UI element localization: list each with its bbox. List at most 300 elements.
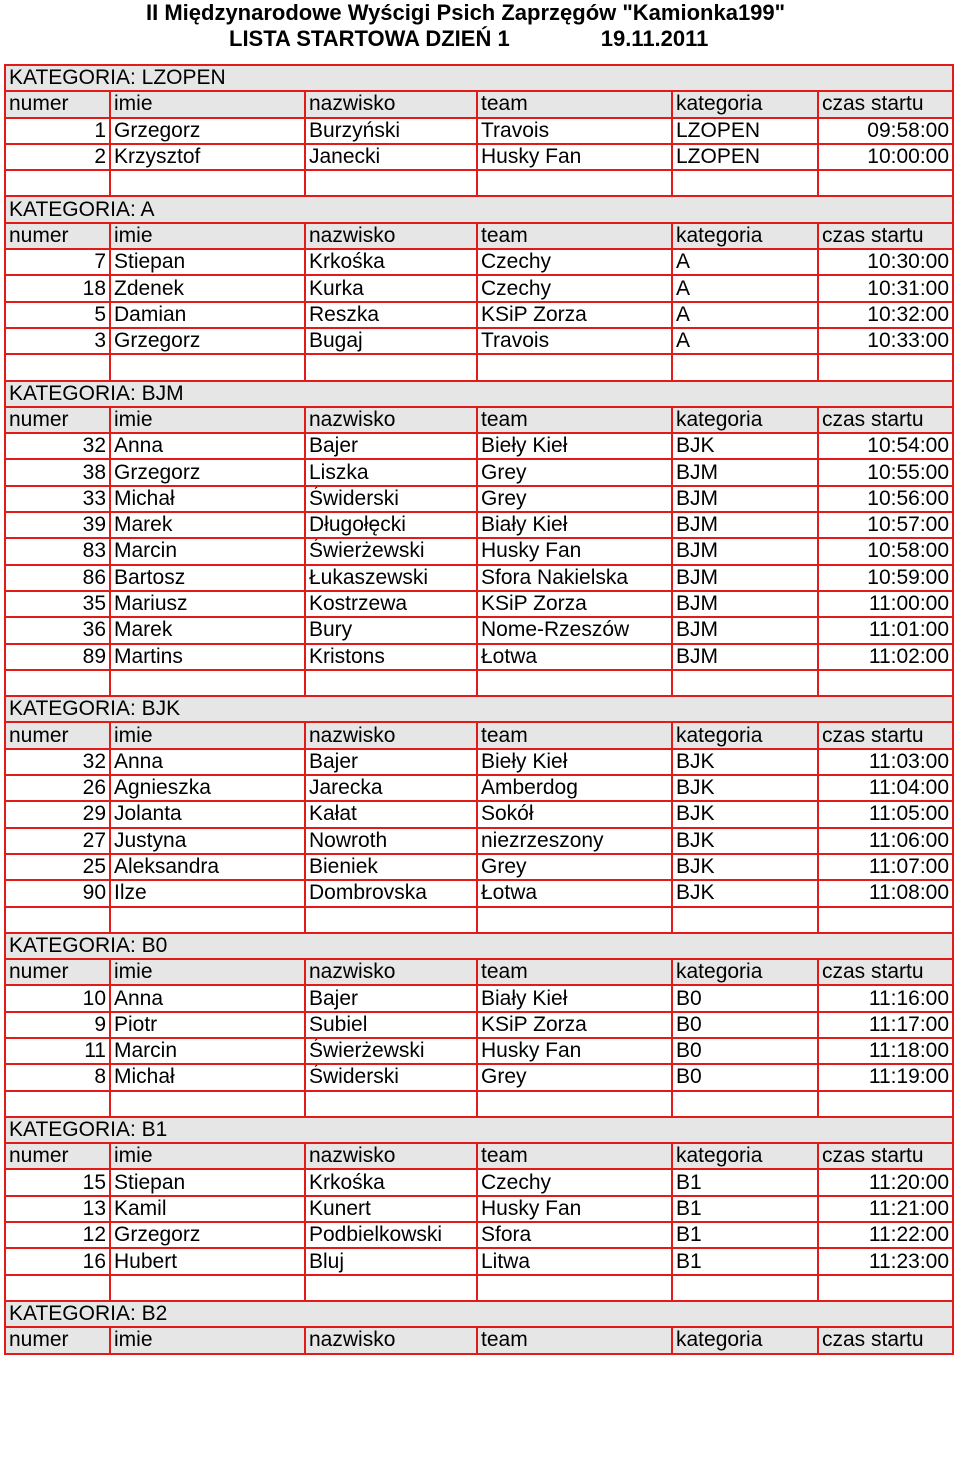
cell-numer: 16 — [5, 1248, 110, 1274]
event-date: 19.11.2011 — [600, 26, 709, 51]
cell-imie: Piotr — [110, 1012, 305, 1038]
cell-kategoria: BJM — [672, 512, 818, 538]
cell-czas-startu: 11:22:00 — [818, 1222, 953, 1248]
cell-numer: 86 — [5, 565, 110, 591]
column-header-czas-startu: czas startu — [818, 959, 953, 985]
cell-numer: 26 — [5, 775, 110, 801]
cell-team: Amberdog — [477, 775, 672, 801]
cell-imie: Stiepan — [110, 249, 305, 275]
category-title: KATEGORIA: B0 — [5, 933, 953, 959]
empty-cell — [477, 1275, 672, 1301]
cell-nazwisko: Kałat — [305, 801, 477, 827]
cell-imie: Grzegorz — [110, 328, 305, 354]
cell-numer: 33 — [5, 486, 110, 512]
cell-czas-startu: 11:02:00 — [818, 644, 953, 670]
column-header-nazwisko: nazwisko — [305, 959, 477, 985]
empty-cell — [672, 354, 818, 380]
cell-nazwisko: Krkośka — [305, 249, 477, 275]
table-row — [5, 854, 953, 880]
empty-cell — [818, 354, 953, 380]
cell-czas-startu: 11:18:00 — [818, 1038, 953, 1064]
cell-imie: Damian — [110, 302, 305, 328]
cell-kategoria: LZOPEN — [672, 118, 818, 144]
column-header-kategoria: kategoria — [672, 223, 818, 249]
column-header-kategoria: kategoria — [672, 91, 818, 117]
cell-imie: Martins — [110, 644, 305, 670]
column-header-row — [5, 223, 953, 249]
empty-row — [5, 354, 953, 380]
cell-numer: 13 — [5, 1196, 110, 1222]
empty-row — [5, 670, 953, 696]
category-title: KATEGORIA: B2 — [5, 1301, 953, 1327]
cell-team: Łotwa — [477, 880, 672, 906]
cell-czas-startu: 10:57:00 — [818, 512, 953, 538]
empty-cell — [477, 907, 672, 933]
cell-imie: Grzegorz — [110, 459, 305, 485]
table-row — [5, 617, 953, 643]
cell-kategoria: BJK — [672, 880, 818, 906]
column-header-nazwisko: nazwisko — [305, 223, 477, 249]
column-header-imie: imie — [110, 223, 305, 249]
cell-team: Grey — [477, 459, 672, 485]
cell-czas-startu: 11:20:00 — [818, 1169, 953, 1195]
category-header-row — [5, 696, 953, 722]
empty-row — [5, 1275, 953, 1301]
column-header-numer: numer — [5, 223, 110, 249]
cell-team: Biały Kieł — [477, 512, 672, 538]
column-header-imie: imie — [110, 1143, 305, 1169]
cell-imie: Kamil — [110, 1196, 305, 1222]
cell-kategoria: B1 — [672, 1196, 818, 1222]
cell-nazwisko: Bajer — [305, 985, 477, 1011]
cell-czas-startu: 11:04:00 — [818, 775, 953, 801]
cell-numer: 27 — [5, 828, 110, 854]
cell-nazwisko: Subiel — [305, 1012, 477, 1038]
table-row — [5, 249, 953, 275]
cell-imie: Stiepan — [110, 1169, 305, 1195]
cell-team: KSiP Zorza — [477, 302, 672, 328]
table-row — [5, 828, 953, 854]
category-title: KATEGORIA: B1 — [5, 1117, 953, 1143]
cell-team: Czechy — [477, 249, 672, 275]
cell-numer: 7 — [5, 249, 110, 275]
empty-cell — [818, 170, 953, 196]
empty-cell — [818, 670, 953, 696]
table-row — [5, 1169, 953, 1195]
table-row — [5, 644, 953, 670]
empty-cell — [818, 907, 953, 933]
cell-team: niezrzeszony — [477, 828, 672, 854]
cell-czas-startu: 10:56:00 — [818, 486, 953, 512]
cell-kategoria: BJM — [672, 486, 818, 512]
cell-nazwisko: Świerżewski — [305, 538, 477, 564]
document-header — [0, 0, 960, 62]
empty-cell — [110, 170, 305, 196]
cell-kategoria: A — [672, 328, 818, 354]
cell-imie: Agnieszka — [110, 775, 305, 801]
table-row — [5, 1012, 953, 1038]
cell-kategoria: B0 — [672, 1064, 818, 1090]
table-row — [5, 801, 953, 827]
column-header-imie: imie — [110, 722, 305, 748]
column-header-kategoria: kategoria — [672, 407, 818, 433]
cell-numer: 9 — [5, 1012, 110, 1038]
empty-cell — [5, 354, 110, 380]
cell-numer: 32 — [5, 433, 110, 459]
table-row — [5, 1196, 953, 1222]
empty-cell — [672, 670, 818, 696]
cell-team: Grey — [477, 1064, 672, 1090]
cell-team: Husky Fan — [477, 538, 672, 564]
cell-team: Travois — [477, 118, 672, 144]
table-row — [5, 1248, 953, 1274]
category-title: KATEGORIA: LZOPEN — [5, 65, 953, 91]
cell-czas-startu: 11:16:00 — [818, 985, 953, 1011]
cell-imie: Anna — [110, 433, 305, 459]
table-row — [5, 538, 953, 564]
category-title: KATEGORIA: BJK — [5, 696, 953, 722]
column-header-team: team — [477, 1143, 672, 1169]
table-row — [5, 512, 953, 538]
empty-cell — [5, 1091, 110, 1117]
empty-row — [5, 1091, 953, 1117]
category-header-row — [5, 65, 953, 91]
cell-nazwisko: Kunert — [305, 1196, 477, 1222]
empty-cell — [110, 1091, 305, 1117]
cell-kategoria: BJK — [672, 775, 818, 801]
cell-numer: 8 — [5, 1064, 110, 1090]
cell-numer: 1 — [5, 118, 110, 144]
table-row — [5, 486, 953, 512]
cell-numer: 5 — [5, 302, 110, 328]
cell-team: Grey — [477, 486, 672, 512]
empty-cell — [818, 1091, 953, 1117]
cell-czas-startu: 10:30:00 — [818, 249, 953, 275]
column-header-row — [5, 959, 953, 985]
cell-czas-startu: 11:08:00 — [818, 880, 953, 906]
empty-cell — [305, 670, 477, 696]
empty-cell — [477, 670, 672, 696]
cell-czas-startu: 10:00:00 — [818, 144, 953, 170]
column-header-numer: numer — [5, 1327, 110, 1353]
column-header-numer: numer — [5, 959, 110, 985]
cell-czas-startu: 10:32:00 — [818, 302, 953, 328]
cell-numer: 29 — [5, 801, 110, 827]
column-header-czas-startu: czas startu — [818, 1143, 953, 1169]
cell-numer: 89 — [5, 644, 110, 670]
table-row — [5, 749, 953, 775]
cell-team: Łotwa — [477, 644, 672, 670]
cell-numer: 18 — [5, 275, 110, 301]
column-header-czas-startu: czas startu — [818, 1327, 953, 1353]
cell-kategoria: B0 — [672, 1038, 818, 1064]
cell-czas-startu: 11:21:00 — [818, 1196, 953, 1222]
column-header-kategoria: kategoria — [672, 1143, 818, 1169]
cell-imie: Marcin — [110, 1038, 305, 1064]
cell-team: Sfora Nakielska — [477, 565, 672, 591]
cell-imie: Marek — [110, 512, 305, 538]
column-header-team: team — [477, 91, 672, 117]
cell-nazwisko: Bugaj — [305, 328, 477, 354]
category-title: KATEGORIA: A — [5, 196, 953, 222]
cell-numer: 25 — [5, 854, 110, 880]
cell-nazwisko: Kostrzewa — [305, 591, 477, 617]
column-header-imie: imie — [110, 959, 305, 985]
cell-numer: 3 — [5, 328, 110, 354]
cell-imie: Grzegorz — [110, 1222, 305, 1248]
cell-numer: 10 — [5, 985, 110, 1011]
cell-numer: 15 — [5, 1169, 110, 1195]
column-header-team: team — [477, 1327, 672, 1353]
cell-numer: 2 — [5, 144, 110, 170]
cell-team: Husky Fan — [477, 1038, 672, 1064]
cell-imie: Michał — [110, 1064, 305, 1090]
column-header-numer: numer — [5, 722, 110, 748]
column-header-team: team — [477, 223, 672, 249]
cell-nazwisko: Bluj — [305, 1248, 477, 1274]
empty-cell — [5, 170, 110, 196]
category-title: KATEGORIA: BJM — [5, 381, 953, 407]
column-header-nazwisko: nazwisko — [305, 722, 477, 748]
cell-nazwisko: Kristons — [305, 644, 477, 670]
cell-nazwisko: Nowroth — [305, 828, 477, 854]
column-header-numer: numer — [5, 1143, 110, 1169]
category-header-row — [5, 381, 953, 407]
empty-cell — [672, 170, 818, 196]
empty-cell — [5, 670, 110, 696]
start-list-table — [4, 64, 954, 1355]
cell-imie: Jolanta — [110, 801, 305, 827]
empty-cell — [477, 1091, 672, 1117]
cell-imie: Marek — [110, 617, 305, 643]
cell-team: Bieły Kieł — [477, 433, 672, 459]
column-header-nazwisko: nazwisko — [305, 1327, 477, 1353]
cell-czas-startu: 10:58:00 — [818, 538, 953, 564]
cell-nazwisko: Liszka — [305, 459, 477, 485]
cell-imie: Mariusz — [110, 591, 305, 617]
column-header-czas-startu: czas startu — [818, 722, 953, 748]
cell-kategoria: B1 — [672, 1169, 818, 1195]
cell-nazwisko: Jarecka — [305, 775, 477, 801]
cell-kategoria: BJM — [672, 565, 818, 591]
cell-czas-startu: 11:03:00 — [818, 749, 953, 775]
cell-kategoria: BJM — [672, 644, 818, 670]
cell-nazwisko: Janecki — [305, 144, 477, 170]
column-header-numer: numer — [5, 91, 110, 117]
cell-imie: Bartosz — [110, 565, 305, 591]
column-header-nazwisko: nazwisko — [305, 91, 477, 117]
cell-kategoria: A — [672, 249, 818, 275]
cell-imie: Marcin — [110, 538, 305, 564]
cell-kategoria: B1 — [672, 1222, 818, 1248]
table-row — [5, 1064, 953, 1090]
table-row — [5, 433, 953, 459]
column-header-row — [5, 1143, 953, 1169]
cell-team: Sfora — [477, 1222, 672, 1248]
cell-nazwisko: Bajer — [305, 433, 477, 459]
cell-numer: 12 — [5, 1222, 110, 1248]
cell-nazwisko: Reszka — [305, 302, 477, 328]
cell-czas-startu: 11:01:00 — [818, 617, 953, 643]
table-row — [5, 1222, 953, 1248]
cell-team: Litwa — [477, 1248, 672, 1274]
empty-cell — [5, 907, 110, 933]
cell-czas-startu: 11:06:00 — [818, 828, 953, 854]
column-header-row — [5, 407, 953, 433]
cell-czas-startu: 11:23:00 — [818, 1248, 953, 1274]
category-header-row — [5, 1301, 953, 1327]
column-header-team: team — [477, 722, 672, 748]
column-header-kategoria: kategoria — [672, 722, 818, 748]
cell-kategoria: A — [672, 302, 818, 328]
cell-kategoria: B0 — [672, 985, 818, 1011]
column-header-kategoria: kategoria — [672, 1327, 818, 1353]
cell-nazwisko: Świderski — [305, 1064, 477, 1090]
empty-cell — [110, 907, 305, 933]
cell-imie: Aleksandra — [110, 854, 305, 880]
empty-cell — [305, 1091, 477, 1117]
cell-imie: Hubert — [110, 1248, 305, 1274]
cell-team: Bieły Kieł — [477, 749, 672, 775]
document-title: II Międzynarodowe Wyścigi Psich Zaprzęgów "Kamionka199" — [146, 0, 786, 25]
cell-czas-startu: 11:17:00 — [818, 1012, 953, 1038]
cell-nazwisko: Świerżewski — [305, 1038, 477, 1064]
table-row — [5, 459, 953, 485]
cell-nazwisko: Świderski — [305, 486, 477, 512]
table-row — [5, 880, 953, 906]
column-header-row — [5, 1327, 953, 1353]
cell-czas-startu: 11:19:00 — [818, 1064, 953, 1090]
column-header-czas-startu: czas startu — [818, 223, 953, 249]
empty-cell — [305, 354, 477, 380]
table-row — [5, 275, 953, 301]
cell-czas-startu: 10:33:00 — [818, 328, 953, 354]
cell-nazwisko: Bury — [305, 617, 477, 643]
table-row — [5, 302, 953, 328]
cell-imie: Grzegorz — [110, 118, 305, 144]
cell-nazwisko: Kurka — [305, 275, 477, 301]
cell-nazwisko: Dombrovska — [305, 880, 477, 906]
cell-numer: 11 — [5, 1038, 110, 1064]
empty-cell — [305, 1275, 477, 1301]
cell-numer: 90 — [5, 880, 110, 906]
cell-imie: Ilze — [110, 880, 305, 906]
column-header-czas-startu: czas startu — [818, 407, 953, 433]
category-header-row — [5, 1117, 953, 1143]
cell-team: Husky Fan — [477, 1196, 672, 1222]
cell-nazwisko: Łukaszewski — [305, 565, 477, 591]
column-header-imie: imie — [110, 407, 305, 433]
cell-czas-startu: 10:31:00 — [818, 275, 953, 301]
cell-team: Travois — [477, 328, 672, 354]
cell-team: KSiP Zorza — [477, 1012, 672, 1038]
column-header-team: team — [477, 407, 672, 433]
cell-numer: 39 — [5, 512, 110, 538]
cell-czas-startu: 11:07:00 — [818, 854, 953, 880]
column-header-row — [5, 91, 953, 117]
empty-cell — [305, 907, 477, 933]
cell-nazwisko: Bieniek — [305, 854, 477, 880]
cell-numer: 38 — [5, 459, 110, 485]
cell-numer: 35 — [5, 591, 110, 617]
column-header-numer: numer — [5, 407, 110, 433]
column-header-imie: imie — [110, 1327, 305, 1353]
cell-team: Czechy — [477, 275, 672, 301]
empty-cell — [477, 170, 672, 196]
cell-kategoria: BJK — [672, 828, 818, 854]
cell-kategoria: BJK — [672, 854, 818, 880]
cell-team: Biały Kieł — [477, 985, 672, 1011]
cell-kategoria: B1 — [672, 1248, 818, 1274]
cell-czas-startu: 11:05:00 — [818, 801, 953, 827]
cell-imie: Zdenek — [110, 275, 305, 301]
start-list-label: LISTA STARTOWA DZIEŃ 1 — [229, 26, 510, 51]
empty-cell — [110, 670, 305, 696]
empty-row — [5, 170, 953, 196]
cell-czas-startu: 10:54:00 — [818, 433, 953, 459]
category-header-row — [5, 933, 953, 959]
empty-cell — [672, 1275, 818, 1301]
table-row — [5, 591, 953, 617]
table-row — [5, 985, 953, 1011]
cell-imie: Justyna — [110, 828, 305, 854]
cell-team: Nome-Rzeszów — [477, 617, 672, 643]
cell-team: Husky Fan — [477, 144, 672, 170]
cell-team: KSiP Zorza — [477, 591, 672, 617]
category-header-row — [5, 196, 953, 222]
column-header-imie: imie — [110, 91, 305, 117]
column-header-kategoria: kategoria — [672, 959, 818, 985]
empty-cell — [818, 1275, 953, 1301]
empty-cell — [672, 1091, 818, 1117]
cell-nazwisko: Długołęcki — [305, 512, 477, 538]
cell-imie: Krzysztof — [110, 144, 305, 170]
cell-numer: 32 — [5, 749, 110, 775]
cell-kategoria: BJM — [672, 617, 818, 643]
cell-kategoria: BJM — [672, 591, 818, 617]
empty-cell — [110, 354, 305, 380]
cell-nazwisko: Bajer — [305, 749, 477, 775]
cell-kategoria: BJK — [672, 749, 818, 775]
column-header-team: team — [477, 959, 672, 985]
empty-cell — [110, 1275, 305, 1301]
empty-cell — [672, 907, 818, 933]
start-list-body — [5, 65, 953, 1354]
cell-kategoria: BJM — [672, 459, 818, 485]
column-header-nazwisko: nazwisko — [305, 407, 477, 433]
cell-czas-startu: 11:00:00 — [818, 591, 953, 617]
column-header-czas-startu: czas startu — [818, 91, 953, 117]
cell-czas-startu: 10:59:00 — [818, 565, 953, 591]
cell-kategoria: BJK — [672, 801, 818, 827]
table-row — [5, 328, 953, 354]
table-row — [5, 144, 953, 170]
cell-team: Grey — [477, 854, 672, 880]
cell-imie: Anna — [110, 749, 305, 775]
cell-czas-startu: 10:55:00 — [818, 459, 953, 485]
table-row — [5, 565, 953, 591]
document-subtitle — [229, 26, 708, 52]
table-row — [5, 775, 953, 801]
cell-czas-startu: 09:58:00 — [818, 118, 953, 144]
table-row — [5, 118, 953, 144]
cell-kategoria: A — [672, 275, 818, 301]
cell-imie: Michał — [110, 486, 305, 512]
cell-kategoria: LZOPEN — [672, 144, 818, 170]
cell-nazwisko: Podbielkowski — [305, 1222, 477, 1248]
cell-team: Sokół — [477, 801, 672, 827]
cell-kategoria: B0 — [672, 1012, 818, 1038]
